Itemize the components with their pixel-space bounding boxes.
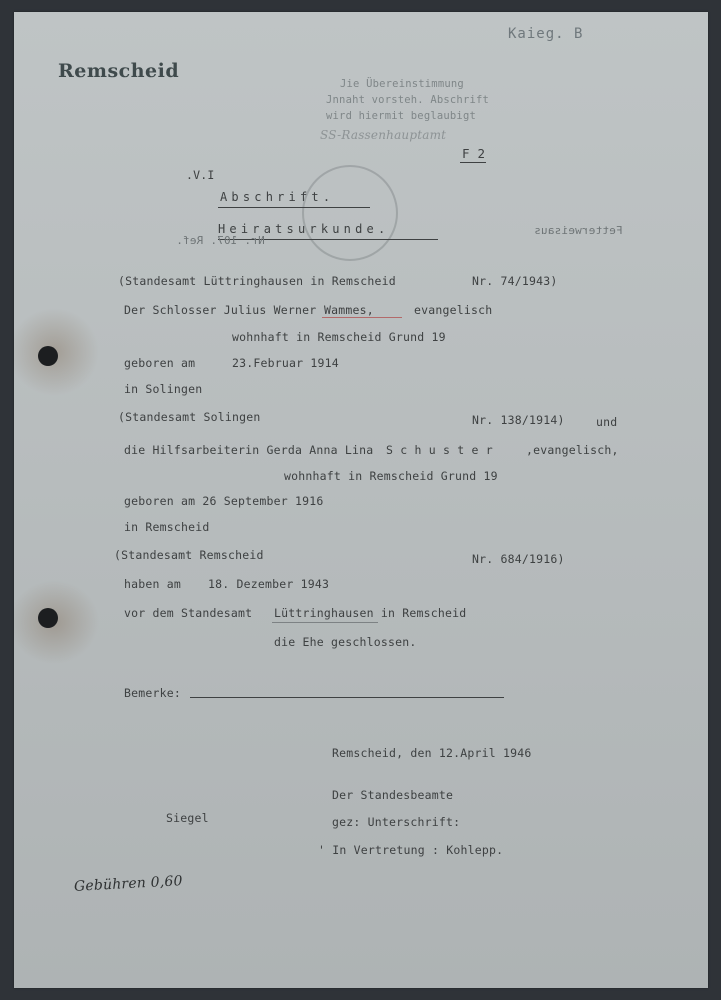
bride-name-line: die Hilfsarbeiterin Gerda Anna Lina bbox=[124, 443, 374, 457]
round-seal-stamp bbox=[302, 165, 398, 261]
remarks-label: Bemerke: bbox=[124, 686, 181, 700]
groom-residence: wohnhaft in Remscheid Grund 19 bbox=[232, 330, 446, 344]
registrar-title: Der Standesbeamte bbox=[332, 788, 454, 802]
document-page bbox=[14, 12, 708, 988]
groom-registry: (Standesamt Lüttringhausen in Remscheid bbox=[118, 274, 396, 288]
bride-surname: S c h u s t e r bbox=[386, 443, 493, 457]
bride-birth-registry: (Standesamt Remscheid bbox=[114, 548, 264, 562]
marriage-date: 18. Dezember 1943 bbox=[208, 577, 330, 591]
archive-label: Kaieg. B bbox=[508, 26, 584, 42]
groom-religion: evangelisch bbox=[414, 303, 493, 317]
bride-residence: wohnhaft in Remscheid Grund 19 bbox=[284, 469, 498, 483]
bride-birth-place: in Remscheid bbox=[124, 520, 210, 534]
place-and-date: Remscheid, den 12.April 1946 bbox=[332, 746, 532, 760]
groom-surname-underline bbox=[322, 317, 402, 318]
signature-note: gez: Unterschrift: bbox=[332, 815, 461, 829]
certification-stamp-line-1: Jie Übereinstimmung bbox=[340, 78, 464, 90]
groom-name-prefix: Der Schlosser Julius Werner bbox=[124, 303, 317, 317]
bride-birth-line: geboren am 26 September 1916 bbox=[124, 494, 324, 508]
seal-label: Siegel bbox=[166, 811, 209, 825]
groom-registry-number: Nr. 74/1943) bbox=[472, 274, 558, 288]
deputy-signature: ' In Vertretung : Kohlepp. bbox=[318, 843, 504, 857]
marriage-office-prefix: vor dem Standesamt bbox=[124, 606, 253, 620]
title-underline bbox=[218, 207, 370, 208]
certification-stamp-line-3: wird hiermit beglaubigt bbox=[326, 110, 476, 122]
punch-hole-bottom bbox=[38, 608, 58, 628]
marriage-concluded: die Ehe geschlossen. bbox=[274, 635, 417, 649]
and-word: und bbox=[596, 415, 618, 429]
groom-birth-label: geboren am bbox=[124, 356, 196, 370]
document-subtitle: Heiratsurkunde. bbox=[218, 222, 390, 236]
reference-mark: .V.I bbox=[186, 168, 215, 182]
certification-stamp-line-2: Jnnaht vorsteh. Abschrift bbox=[326, 94, 490, 106]
bride-birth-registry-number: Nr. 684/1916) bbox=[472, 552, 565, 566]
groom-birth-registry-number: Nr. 138/1914) bbox=[472, 413, 565, 427]
mirrored-bleed-text-right: Fetterweisaus bbox=[534, 224, 623, 237]
mirrored-bleed-text-left: Nr. 107. Ref. bbox=[176, 234, 265, 247]
handwritten-fee-note: Gebühren 0,60 bbox=[73, 873, 184, 895]
document-title: Abschrift. bbox=[220, 190, 335, 204]
remscheid-stamp: Remscheid bbox=[58, 60, 180, 82]
marriage-office: Lüttringhausen in Remscheid bbox=[274, 606, 467, 620]
marriage-office-underline bbox=[272, 622, 378, 623]
form-code-underline bbox=[460, 162, 486, 163]
remarks-line bbox=[190, 697, 504, 698]
marriage-date-label: haben am bbox=[124, 577, 181, 591]
certification-stamp-line-4: SS-Rassenhauptamt bbox=[320, 128, 447, 142]
groom-birth-date: 23.Februar 1914 bbox=[232, 356, 339, 370]
bride-religion: ,evangelisch, bbox=[526, 443, 619, 457]
groom-birth-place: in Solingen bbox=[124, 382, 203, 396]
punch-hole-top bbox=[38, 346, 58, 366]
groom-birth-registry: (Standesamt Solingen bbox=[118, 410, 261, 424]
form-code: F 2 bbox=[462, 146, 486, 161]
groom-surname: Wammes, bbox=[324, 303, 374, 317]
